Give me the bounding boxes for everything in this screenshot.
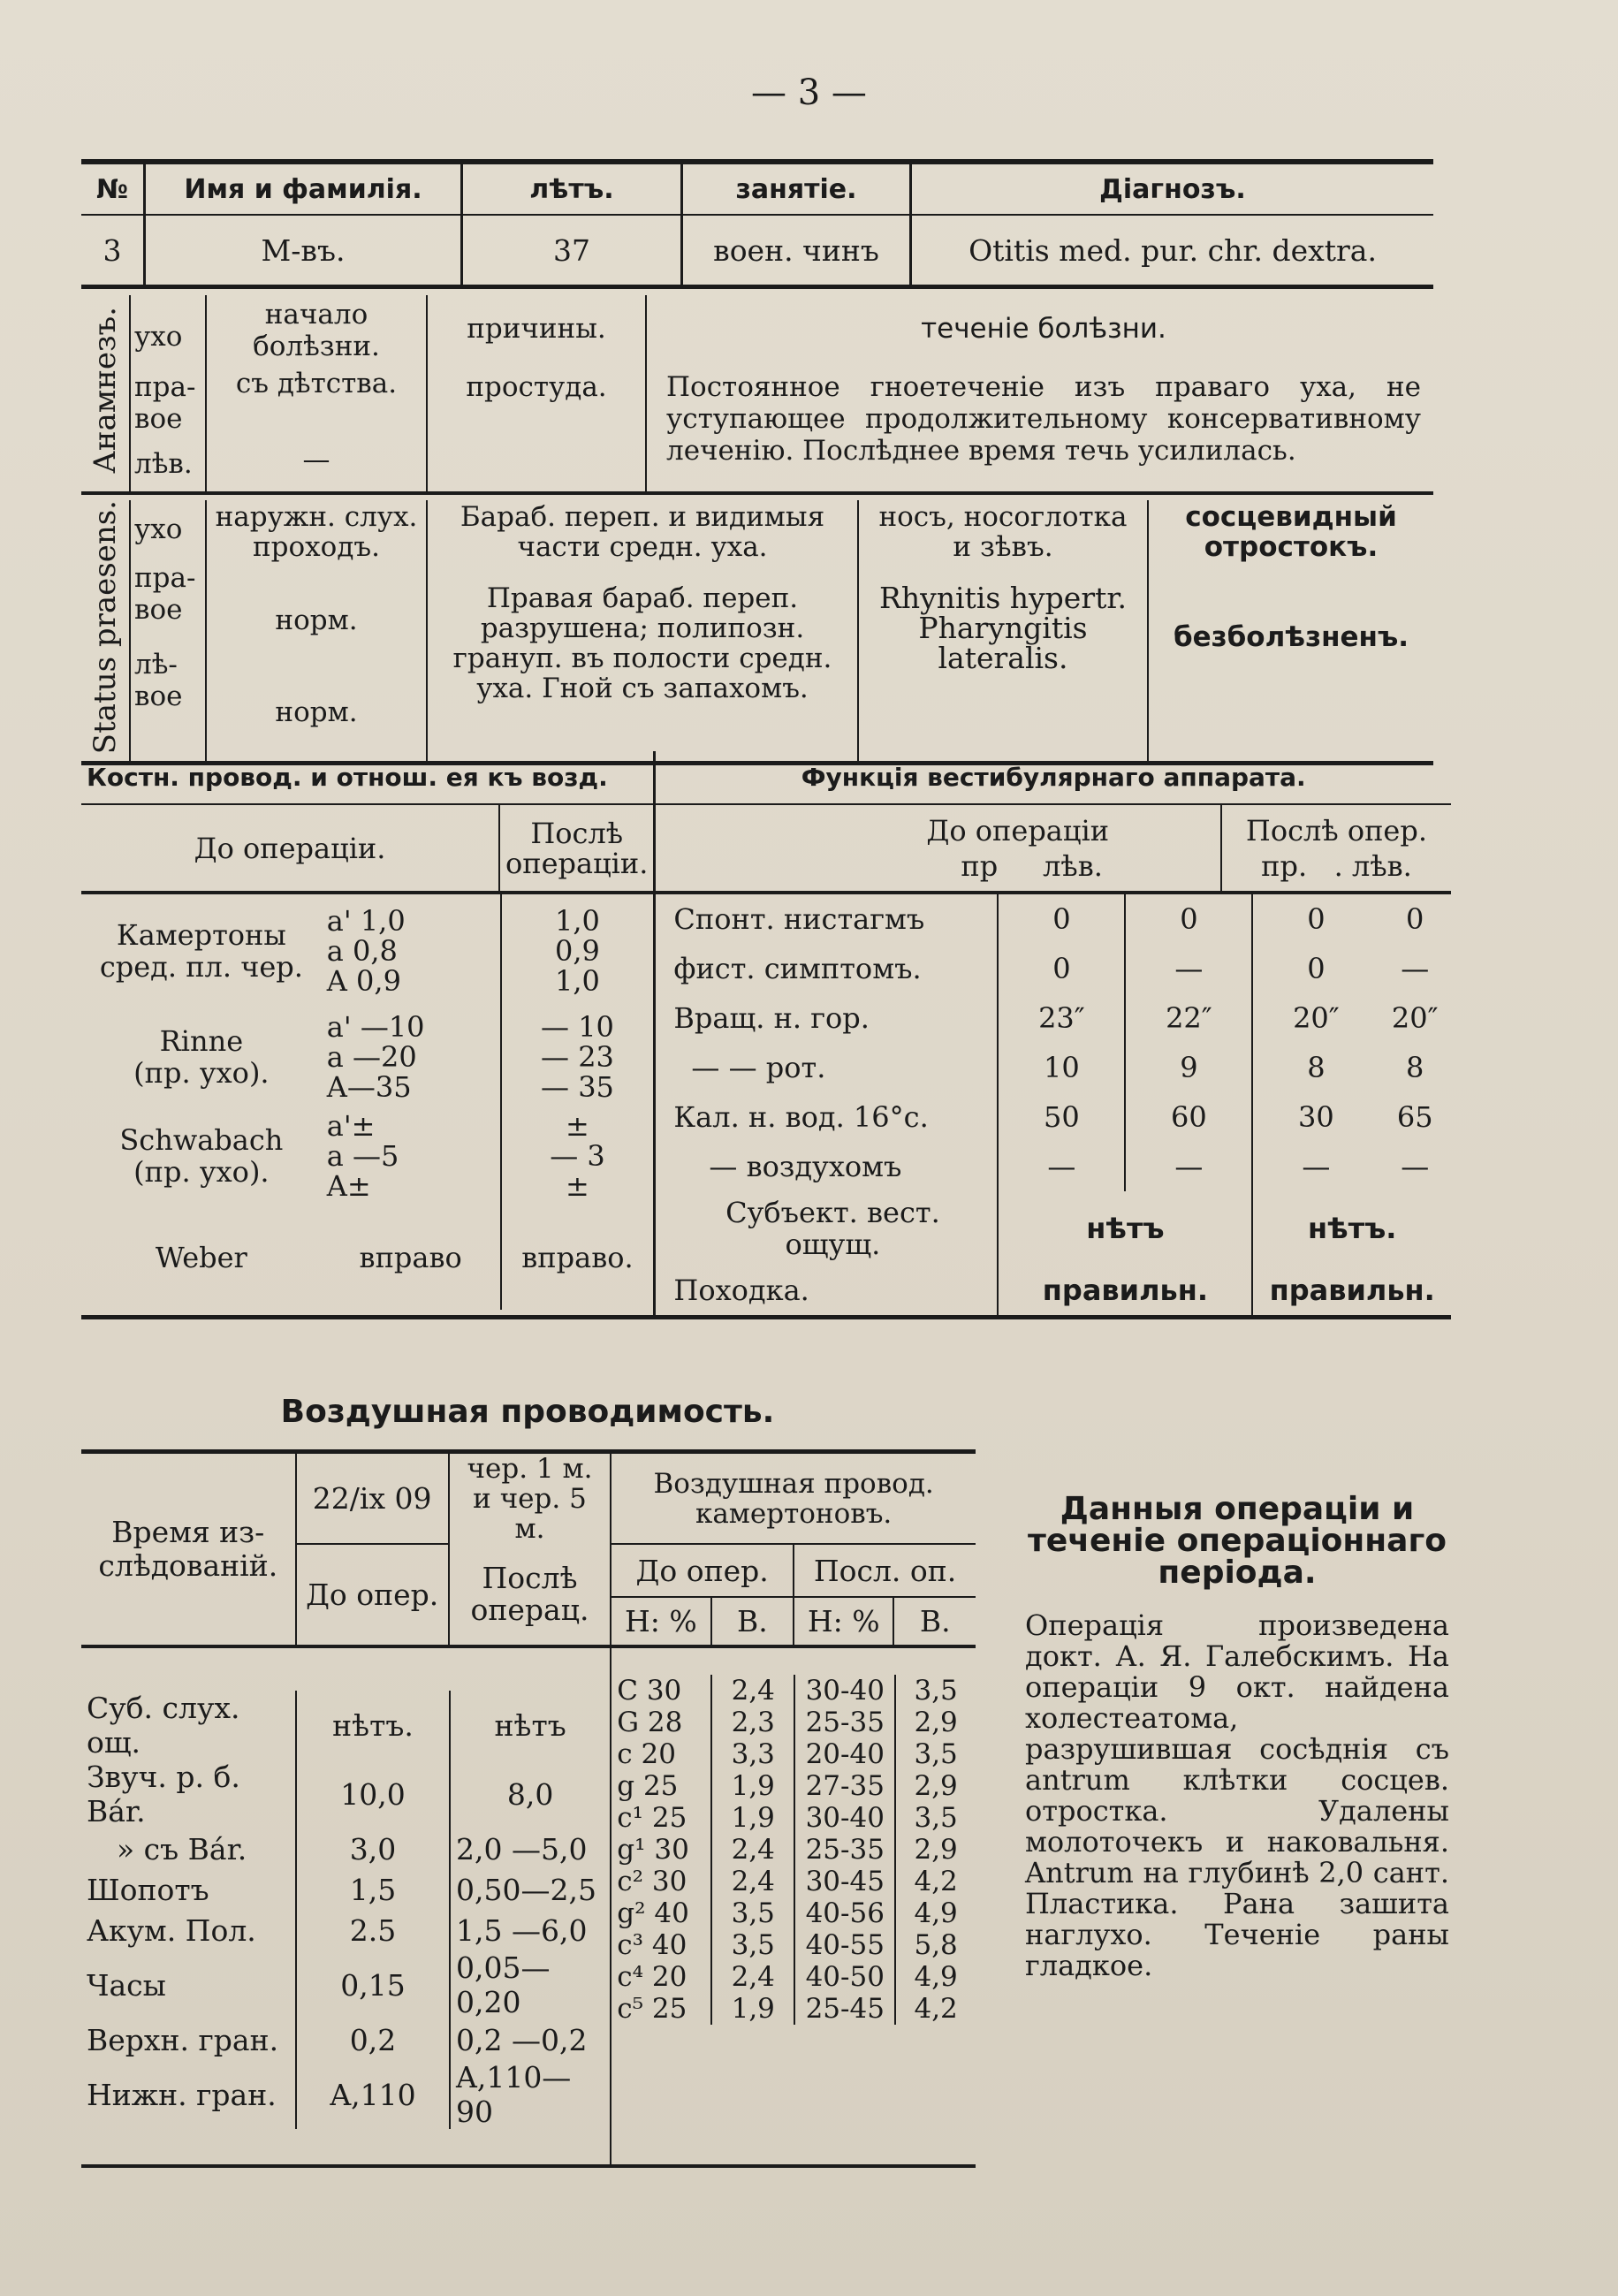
vest-after-left: . лѣв.: [1333, 848, 1412, 883]
fork-row: [611, 1929, 976, 1961]
air-row-before: 2.5: [296, 1910, 450, 1950]
bone-value: a —20: [326, 1040, 417, 1074]
air-col-fork: Воздушная провод. камертоновъ.: [611, 1452, 976, 1545]
bone-before-head: До операціи.: [81, 804, 499, 893]
patient-age: 37: [462, 215, 682, 287]
right-ear-label: пра- вое: [134, 371, 196, 435]
external-canal-head: наружн. слух. проходъ.: [215, 501, 418, 563]
bone-after-value: 0,9: [555, 934, 600, 968]
fork-b2: 4,2: [895, 1866, 976, 1897]
fork-b1: 1,9: [711, 1993, 794, 2025]
air-col-fork-after: Посл. оп.: [794, 1544, 976, 1597]
fork-b2: 2,9: [895, 1707, 976, 1738]
air-col-fork-before: До опер.: [611, 1544, 794, 1597]
air-row-label: Часы: [87, 1967, 166, 2003]
air-col-before: До опер.: [296, 1544, 449, 1646]
air-col-b2: В.: [893, 1597, 976, 1646]
fork-b2: 5,8: [895, 1929, 976, 1961]
vestibular-inner-table: [656, 894, 1451, 1315]
fork-b1: 2,4: [711, 1834, 794, 1866]
bone-row-label: Weber: [155, 1241, 247, 1274]
bone-row-after: [501, 894, 654, 1007]
vest-after-right: пр.: [1261, 848, 1308, 883]
vest-value: 0: [1252, 894, 1379, 944]
air-spacer: [611, 2025, 976, 2039]
bone-after-value: 1,0: [555, 964, 600, 998]
fork-b2: 4,9: [895, 1897, 976, 1929]
fork-h2: 20-40: [794, 1738, 895, 1770]
bone-value: A—35: [326, 1070, 412, 1104]
vest-row: [656, 993, 1451, 1043]
fork-h2: 40-55: [794, 1929, 895, 1961]
air-row-label: Суб. слух. ощ.: [87, 1691, 240, 1760]
vest-value: 30: [1252, 1092, 1379, 1142]
vest-value: 65: [1396, 1100, 1433, 1134]
status-right-label: пра- вое: [134, 562, 196, 626]
vest-row-label: Вращ. н. гор.: [673, 1001, 870, 1035]
bone-value: A±: [326, 1169, 371, 1203]
fork-row: [611, 1675, 976, 1707]
bone-value: a' —10: [326, 1010, 425, 1044]
bone-row-values: [322, 1007, 501, 1106]
bone-after-value: — 35: [541, 1070, 614, 1104]
bone-after-value: — 3: [550, 1139, 605, 1173]
patient-header-table: [81, 159, 1433, 289]
fork-name: g 25: [617, 1770, 679, 1802]
fork-row: [611, 1897, 976, 1929]
vest-row-gait: [656, 1266, 1451, 1315]
air-row-after: 2,0 —5,0: [450, 1828, 610, 1869]
bone-row-after: вправо.: [501, 1205, 654, 1310]
fork-b2: 3,5: [895, 1802, 976, 1834]
vest-value: 50: [998, 1092, 1125, 1142]
bone-value: a 0,8: [326, 934, 398, 968]
drum-column: [427, 500, 858, 764]
air-row: [81, 1691, 610, 1760]
col-diagnosis: Діагнозъ.: [911, 162, 1434, 215]
air-row-after: 0,50—2,5: [450, 1869, 610, 1910]
air-row-label: Верхн. гран.: [87, 2022, 279, 2057]
fork-row: [611, 1738, 976, 1770]
status-left-label: лѣ- вое: [134, 649, 183, 712]
fork-row: [611, 1802, 976, 1834]
ear-label: ухо: [134, 321, 183, 353]
bone-row: [81, 1007, 653, 1106]
external-canal-left: норм.: [275, 696, 358, 728]
bone-row-after: [501, 1106, 654, 1205]
bone-row-values: [322, 1106, 501, 1205]
fork-h2: 40-56: [794, 1897, 895, 1929]
vest-row-label: — воздухомъ: [709, 1150, 902, 1183]
air-row-before: нѣтъ.: [296, 1691, 450, 1760]
fork-b1: 1,9: [711, 1770, 794, 1802]
air-col-b1: В.: [711, 1597, 794, 1646]
vest-row: [656, 894, 1451, 944]
vest-value: —: [1401, 1150, 1430, 1183]
fork-h2: 40-50: [794, 1961, 895, 1993]
vest-before-label: До операціи: [926, 813, 1110, 848]
vest-value: —: [998, 1142, 1125, 1191]
fork-h2: 30-45: [794, 1866, 895, 1897]
vest-after-head: [1221, 804, 1451, 893]
fork-name: C 30: [617, 1675, 682, 1707]
fork-name: c² 30: [617, 1866, 687, 1897]
bone-title: Костн. провод. и отнош. ея къ возд.: [81, 751, 655, 804]
fork-row: [611, 1707, 976, 1738]
bone-after-head: Послѣ операціи.: [499, 804, 655, 893]
vest-row: [656, 1092, 1451, 1142]
fork-b2: 4,9: [895, 1961, 976, 1993]
external-canal-right: норм.: [275, 604, 358, 636]
fork-row: [611, 1866, 976, 1897]
cause-column: [427, 295, 646, 493]
fork-h2: 30-40: [794, 1802, 895, 1834]
fork-h2: 25-35: [794, 1707, 895, 1738]
air-row-after: 1,5 —6,0: [450, 1910, 610, 1950]
anamnesis-table: [81, 295, 1433, 495]
vest-subj-label: Субъект. вест. ощущ.: [725, 1196, 940, 1261]
col-occupation: занятіе.: [682, 162, 911, 215]
vest-value: —: [1252, 1142, 1379, 1191]
air-col-date: 22/ix 09: [296, 1452, 449, 1545]
nose-column: [858, 500, 1148, 764]
mastoid-text: безболѣзненъ.: [1173, 621, 1409, 653]
air-conduction-table: [81, 1449, 976, 2168]
fork-row: [611, 1834, 976, 1866]
status-ear-column: [130, 500, 206, 764]
fork-b2: 4,2: [895, 1993, 976, 2025]
bone-after-value: — 10: [541, 1010, 614, 1044]
vest-row-subjective: [656, 1191, 1451, 1266]
bone-row-after: [501, 1007, 654, 1106]
air-spacer: [81, 1648, 610, 1691]
vest-value: 22″: [1125, 993, 1252, 1043]
vest-value: 0: [1125, 894, 1252, 944]
page-number: — 3 —: [751, 72, 867, 113]
anamnesis-side-label: Анамнезъ.: [87, 306, 123, 474]
vest-value: 20″: [1252, 993, 1379, 1043]
vest-row: [656, 1142, 1451, 1191]
fork-b1: 2,4: [711, 1866, 794, 1897]
air-col-h1: Н: %: [611, 1597, 710, 1646]
bone-value: a —5: [326, 1139, 399, 1173]
vest-row: [656, 944, 1451, 993]
fork-row: [611, 1961, 976, 1993]
air-row: [81, 1910, 610, 1950]
vest-gait-before: правильн.: [998, 1266, 1252, 1315]
bone-after-value: ±: [566, 1169, 589, 1203]
bone-row-values: [322, 894, 501, 1007]
air-fork-body: [611, 1646, 976, 2166]
bone-value: A 0,9: [326, 964, 401, 998]
air-row: [81, 1950, 610, 2019]
bone-row-values: вправо: [359, 1241, 462, 1274]
col-age: лѣтъ.: [462, 162, 682, 215]
fork-b1: 3,3: [711, 1738, 794, 1770]
bone-vestibular-table: [81, 751, 1451, 1319]
air-row-label: » съ Bár.: [117, 1831, 247, 1866]
patient-name: М-въ.: [145, 215, 462, 287]
air-row: [81, 1760, 610, 1828]
onset-head: начало болѣзни.: [253, 299, 380, 362]
vest-value: 9: [1125, 1043, 1252, 1092]
bone-after-value: — 23: [541, 1040, 614, 1074]
bone-value: a' 1,0: [326, 904, 406, 938]
air-spacer: [81, 2129, 610, 2164]
vest-gait-after: правильн.: [1252, 1266, 1451, 1315]
air-row-before: 0,15: [296, 1950, 450, 2019]
air-row-before: A,110: [296, 2060, 450, 2129]
fork-b1: 2,3: [711, 1707, 794, 1738]
drum-head: Бараб. переп. и видимыя части средн. уха.: [460, 501, 825, 563]
air-col-after-time: чер. 1 м. и чер. 5 м.: [449, 1452, 611, 1545]
air-col-h2: Н: %: [794, 1597, 893, 1646]
vest-gait-label: Походка.: [673, 1273, 809, 1307]
vest-value: —: [1401, 952, 1430, 985]
fork-h2: 27-35: [794, 1770, 895, 1802]
bone-row-label: Schwabach (пр. ухо).: [119, 1123, 284, 1189]
vest-row-label: Кал. н. вод. 16°с.: [673, 1100, 929, 1134]
air-left-body: [81, 1646, 611, 2166]
fork-name: g¹ 30: [617, 1834, 689, 1866]
vest-value: 8: [1406, 1051, 1424, 1084]
fork-b1: 3,5: [711, 1929, 794, 1961]
air-row: [81, 1869, 610, 1910]
vest-row-label: фист. симптомъ.: [673, 952, 922, 985]
air-row-label: Нижн. гран.: [87, 2077, 277, 2112]
air-row-after: 0,2 —0,2: [450, 2019, 610, 2060]
vest-value: 60: [1125, 1092, 1252, 1142]
vest-value: 20″: [1391, 1001, 1439, 1035]
patient-number: 3: [103, 232, 122, 268]
air-row-before: 0,2: [296, 2019, 450, 2060]
mastoid-head: сосцевидный отростокъ.: [1185, 501, 1397, 563]
air-row-label: Звуч. р. б. Bár.: [87, 1760, 240, 1828]
fork-name: G 28: [617, 1707, 683, 1738]
vestibular-body: [655, 893, 1451, 1318]
air-row-after: A,110—90: [450, 2060, 610, 2129]
anamnesis-ear-column: [130, 295, 206, 493]
bone-row-label: Камертоны сред. пл. чер.: [99, 918, 303, 984]
fork-b1: 1,9: [711, 1802, 794, 1834]
air-spacer: [611, 1648, 976, 1675]
left-ear-label: лѣв.: [134, 448, 193, 480]
bone-row: [81, 1205, 653, 1310]
air-row-before: 3,0: [296, 1828, 450, 1869]
col-name: Имя и фамилія.: [145, 162, 462, 215]
air-col-after: Послѣ операц.: [449, 1544, 611, 1646]
fork-name: c¹ 25: [617, 1802, 687, 1834]
vest-value: 23″: [998, 993, 1125, 1043]
bone-body: [81, 893, 655, 1318]
onset-right: съ дѣтства.: [235, 368, 398, 399]
air-row: [81, 2060, 610, 2129]
bone-after-value: ±: [566, 1109, 589, 1143]
patient-occupation: воен. чинъ: [682, 215, 911, 287]
fork-h2: 25-45: [794, 1993, 895, 2025]
vest-after-label: Послѣ опер.: [1245, 813, 1427, 848]
nose-head: носъ, носоглотка и зѣвъ.: [878, 501, 1128, 563]
air-row: [81, 2019, 610, 2060]
nose-text: Rhynitis hypertr. Pharyngitis lateralis.: [878, 581, 1128, 675]
vest-value: —: [1125, 1142, 1252, 1191]
vest-before-sides: [656, 848, 1220, 884]
air-row-before: 1,5: [296, 1869, 450, 1910]
vest-row-label: Спонт. нистагмъ: [673, 902, 925, 936]
air-row-after: 0,05—0,20: [450, 1950, 610, 2019]
onset-column: [206, 295, 427, 493]
bone-row-label: Rinne (пр. ухо).: [133, 1024, 270, 1090]
vest-value: 8: [1252, 1043, 1379, 1092]
air-row-label: Акум. Пол.: [87, 1912, 256, 1948]
onset-left: —: [302, 444, 330, 475]
bone-after-value: 1,0: [555, 904, 600, 938]
vestibular-title: Функція вестибулярнаго аппарата.: [655, 751, 1451, 804]
fork-row: [611, 1770, 976, 1802]
air-row-before: 10,0: [296, 1760, 450, 1828]
vest-before-right: пр: [961, 848, 999, 883]
fork-b2: 3,5: [895, 1675, 976, 1707]
patient-diagnosis: Otitis med. pur. chr. dextra.: [911, 215, 1434, 287]
course-text: Постоянное гноетеченіе изъ праваго уха, не уступающее продолжительному консервативному леченію. Послѣднее время течь усилилась.: [666, 371, 1421, 467]
fork-b1: 3,5: [711, 1897, 794, 1929]
vest-value: 0: [998, 944, 1125, 993]
external-canal-column: [206, 500, 427, 764]
fork-name: c³ 40: [617, 1929, 687, 1961]
vest-row: [656, 1043, 1451, 1092]
fork-h2: 25-35: [794, 1834, 895, 1866]
air-row-after: нѣтъ: [450, 1691, 610, 1760]
fork-name: c 20: [617, 1738, 676, 1770]
vest-subj-after: нѣтъ.: [1252, 1191, 1451, 1266]
vest-value: 10: [998, 1043, 1125, 1092]
course-head: теченіе болѣзни.: [921, 313, 1166, 345]
fork-name: c⁴ 20: [617, 1961, 687, 1993]
vest-before-head: [655, 804, 1221, 893]
status-praesens-table: [81, 500, 1433, 765]
bone-value: a'±: [326, 1109, 376, 1143]
bone-inner-table: [81, 894, 653, 1310]
fork-b2: 3,5: [895, 1738, 976, 1770]
fork-name: c⁵ 25: [617, 1993, 687, 2025]
operation-title: Данныя операціи и теченіе операціоннаго періода.: [1028, 1491, 1447, 1591]
cause-right: простуда.: [466, 371, 607, 403]
vest-after-sides: [1222, 848, 1451, 884]
status-side-label: Status praesens.: [87, 500, 123, 755]
fork-name: g² 40: [617, 1897, 689, 1929]
air-row: [81, 1828, 610, 1869]
col-number: №: [81, 162, 145, 215]
bone-row: [81, 894, 653, 1007]
fork-row: [611, 1993, 976, 2025]
operation-text: Операція произведена докт. А. Я. Галебскимъ. На операціи 9 окт. найдена холестеатома, разрушившая сосѣднія съ antrum клѣтки сосцев. отростка. Удалены молоточекъ и наковальня. Antrum на глубинѣ 2,0 сант. Пластика. Рана зашита наглухо. Теченіе раны гладкое.: [1025, 1608, 1449, 1982]
fork-b1: 2,4: [711, 1675, 794, 1707]
fork-b2: 2,9: [895, 1834, 976, 1866]
status-ear-label: ухо: [134, 513, 183, 545]
vest-value: 0: [1406, 902, 1424, 936]
vest-value: 0: [998, 894, 1125, 944]
vest-value: —: [1125, 944, 1252, 993]
fork-b2: 2,9: [895, 1770, 976, 1802]
vest-subj-before: нѣтъ: [998, 1191, 1252, 1266]
air-left-inner: [81, 1648, 610, 2164]
air-row-after: 8,0: [450, 1760, 610, 1828]
cause-head: причины.: [467, 313, 606, 345]
air-col-time: Время из- слѣдованій.: [81, 1452, 296, 1647]
air-row-label: Шопотъ: [87, 1872, 209, 1907]
vest-row-label: — — рот.: [691, 1051, 826, 1084]
drum-text: Правая бараб. переп. разрушена; полипозн. грануп. въ полости средн. уха. Гной съ запахомъ.: [452, 582, 832, 704]
mastoid-column: [1148, 500, 1433, 764]
course-column: [646, 295, 1433, 493]
air-fork-inner: [611, 1648, 976, 2039]
air-conduction-title: Воздушная проводимость.: [280, 1394, 775, 1430]
vest-before-left: лѣв.: [1043, 848, 1103, 883]
fork-b1: 2,4: [711, 1961, 794, 1993]
vest-value: 0: [1252, 944, 1379, 993]
fork-h2: 30-40: [794, 1675, 895, 1707]
bone-row: [81, 1106, 653, 1205]
